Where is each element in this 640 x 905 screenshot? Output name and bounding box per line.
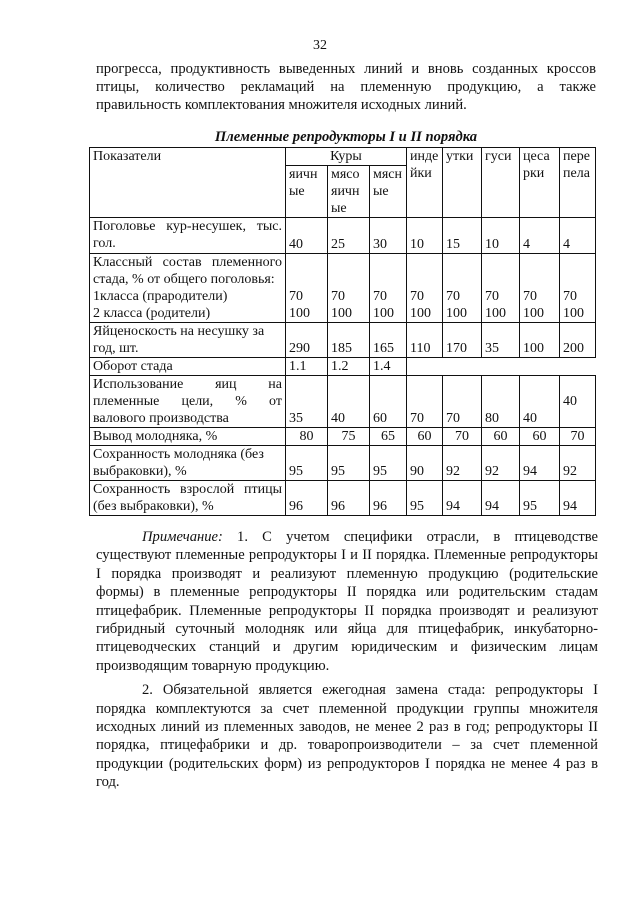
cell: 40 xyxy=(520,376,560,428)
cell-pair xyxy=(407,254,443,323)
cell: 290 xyxy=(286,323,328,358)
table-row xyxy=(90,446,596,481)
cell: 92 xyxy=(482,446,520,481)
cell: 95 xyxy=(286,446,328,481)
cell: 70 xyxy=(443,428,482,446)
cell: 80 xyxy=(286,428,328,446)
cell: 4 xyxy=(520,218,560,254)
cell: 165 xyxy=(370,323,407,358)
subheader-egg: яичные xyxy=(286,166,328,218)
row-label: 2 класса (родители) xyxy=(93,306,211,321)
cell: 70 xyxy=(443,376,482,428)
row-label: Сохранность молодняка (без выбраковки), % xyxy=(90,446,286,481)
cell: 1.2 xyxy=(328,358,370,376)
cell: 185 xyxy=(328,323,370,358)
table-row xyxy=(90,481,596,516)
table-row xyxy=(90,376,596,428)
table-row xyxy=(90,254,596,323)
cell: 70 xyxy=(485,289,499,304)
header-ducks: утки xyxy=(443,148,482,218)
cell: 60 xyxy=(482,428,520,446)
cell: 65 xyxy=(370,428,407,446)
cell: 94 xyxy=(443,481,482,516)
cell: 100 xyxy=(373,306,394,321)
page-number: 32 xyxy=(313,38,327,53)
cell: 94 xyxy=(482,481,520,516)
cell: 70 xyxy=(560,428,596,446)
cell: 100 xyxy=(523,306,544,321)
cell: 70 xyxy=(373,289,387,304)
subheader-meat: мясные xyxy=(370,166,407,218)
header-geese: гуси xyxy=(482,148,520,218)
row-label: Вывод молодняка, % xyxy=(90,428,286,446)
breeding-table xyxy=(89,147,596,516)
cell: 15 xyxy=(443,218,482,254)
row-label: 1класса (прародители) xyxy=(93,289,228,304)
note-paragraph-1 xyxy=(96,528,598,675)
table-row xyxy=(90,218,596,254)
cell-empty xyxy=(407,358,596,376)
intro-paragraph: прогресса, продуктивность выведенных линий и вновь созданных кроссов птицы, количество рекламаций на племенную продукцию, а также правильность комплектования множителя исходных линий. xyxy=(96,61,596,114)
header-indicators: Показатели xyxy=(90,148,286,218)
cell: 4 xyxy=(560,218,596,254)
cell-pair xyxy=(560,254,596,323)
cell: 10 xyxy=(407,218,443,254)
cell: 95 xyxy=(520,481,560,516)
cell-pair xyxy=(443,254,482,323)
table-title: Племенные репродукторы I и II порядка xyxy=(214,129,478,145)
cell: 60 xyxy=(520,428,560,446)
row-label: Поголовье кур-несушек, тыс. гол. xyxy=(90,218,286,254)
cell-pair xyxy=(520,254,560,323)
cell: 40 xyxy=(286,218,328,254)
cell-pair xyxy=(370,254,407,323)
cell: 95 xyxy=(370,446,407,481)
cell: 1.4 xyxy=(370,358,407,376)
cell: 60 xyxy=(407,428,443,446)
row-label: Использование яиц на племенные цели, % от валового производства xyxy=(90,376,286,428)
table-row xyxy=(90,428,596,446)
cell: 96 xyxy=(286,481,328,516)
cell-pair xyxy=(286,254,328,323)
header-guinea: цесарки xyxy=(520,148,560,218)
cell: 70 xyxy=(446,289,460,304)
cell: 100 xyxy=(485,306,506,321)
cell: 100 xyxy=(563,306,584,321)
notes-section xyxy=(96,528,598,792)
cell: 10 xyxy=(482,218,520,254)
cell: 40 xyxy=(328,376,370,428)
cell: 100 xyxy=(446,306,467,321)
table-row xyxy=(90,323,596,358)
cell-pair xyxy=(482,254,520,323)
cell: 70 xyxy=(407,376,443,428)
cell-pair xyxy=(328,254,370,323)
cell: 25 xyxy=(328,218,370,254)
cell: 95 xyxy=(328,446,370,481)
cell: 90 xyxy=(407,446,443,481)
note-label: Примечание: xyxy=(142,529,223,545)
cell: 94 xyxy=(520,446,560,481)
cell: 70 xyxy=(289,289,303,304)
cell: 200 xyxy=(560,323,596,358)
cell: 100 xyxy=(331,306,352,321)
table-header-row xyxy=(90,148,596,166)
cell: 92 xyxy=(560,446,596,481)
cell: 95 xyxy=(407,481,443,516)
header-quail: перепела xyxy=(560,148,596,218)
note-text: 1. С учетом специфики отрасли, в птицеводстве существуют племенные репродукторы I и II порядка. Племенные репродукторы I порядка производят и реализуют племенную продукцию (родительские формы) в племенные репродукторы II порядка или родительским стадам птицефабрик. Племенные репродукторы II порядка производят и реализуют гибридный суточный молодняк или яйца для птицефабрик, инкубаторно-птицеводческих станций и другим юридическим и физическим лицам производящим товарную продукцию. xyxy=(96,529,598,674)
note-paragraph-2: 2. Обязательной является ежегодная замена стада: репродукторы I порядка комплектуются за счет племенной продукции группы множителя исходных линий из племенных заводов, не менее 2 раз в год; репродукторы II порядка, птицефабрики и др. товаропроизводители – за счет племенной продукции (родительских форм) из репродукторов I порядка не менее 4 раз в год. xyxy=(96,682,598,791)
cell: 92 xyxy=(443,446,482,481)
cell: 170 xyxy=(443,323,482,358)
header-chickens: Куры xyxy=(286,148,407,166)
cell: 70 xyxy=(523,289,537,304)
cell: 96 xyxy=(370,481,407,516)
cell: 80 xyxy=(482,376,520,428)
cell: 60 xyxy=(370,376,407,428)
cell: 35 xyxy=(482,323,520,358)
cell: 30 xyxy=(370,218,407,254)
cell: 94 xyxy=(560,481,596,516)
subheader-meat-egg: мясо яичные xyxy=(328,166,370,218)
cell: 100 xyxy=(289,306,310,321)
cell: 70 xyxy=(331,289,345,304)
cell: 96 xyxy=(328,481,370,516)
cell: 1.1 xyxy=(286,358,328,376)
cell: 75 xyxy=(328,428,370,446)
header-turkeys: индейки xyxy=(407,148,443,218)
cell: 110 xyxy=(407,323,443,358)
row-label: Оборот стада xyxy=(90,358,286,376)
table-row xyxy=(90,358,596,376)
row-label: Классный состав племенного стада, % от общего поголовья: xyxy=(93,255,282,287)
cell: 40 xyxy=(560,376,596,428)
cell: 70 xyxy=(410,289,424,304)
row-label: Сохранность взрослой птицы (без выбраковки), % xyxy=(90,481,286,516)
cell: 70 xyxy=(563,289,577,304)
row-label: Яйценоскость на несушку за год, шт. xyxy=(90,323,286,358)
row-label-class xyxy=(90,254,286,323)
cell: 100 xyxy=(520,323,560,358)
cell: 100 xyxy=(410,306,431,321)
cell: 35 xyxy=(286,376,328,428)
